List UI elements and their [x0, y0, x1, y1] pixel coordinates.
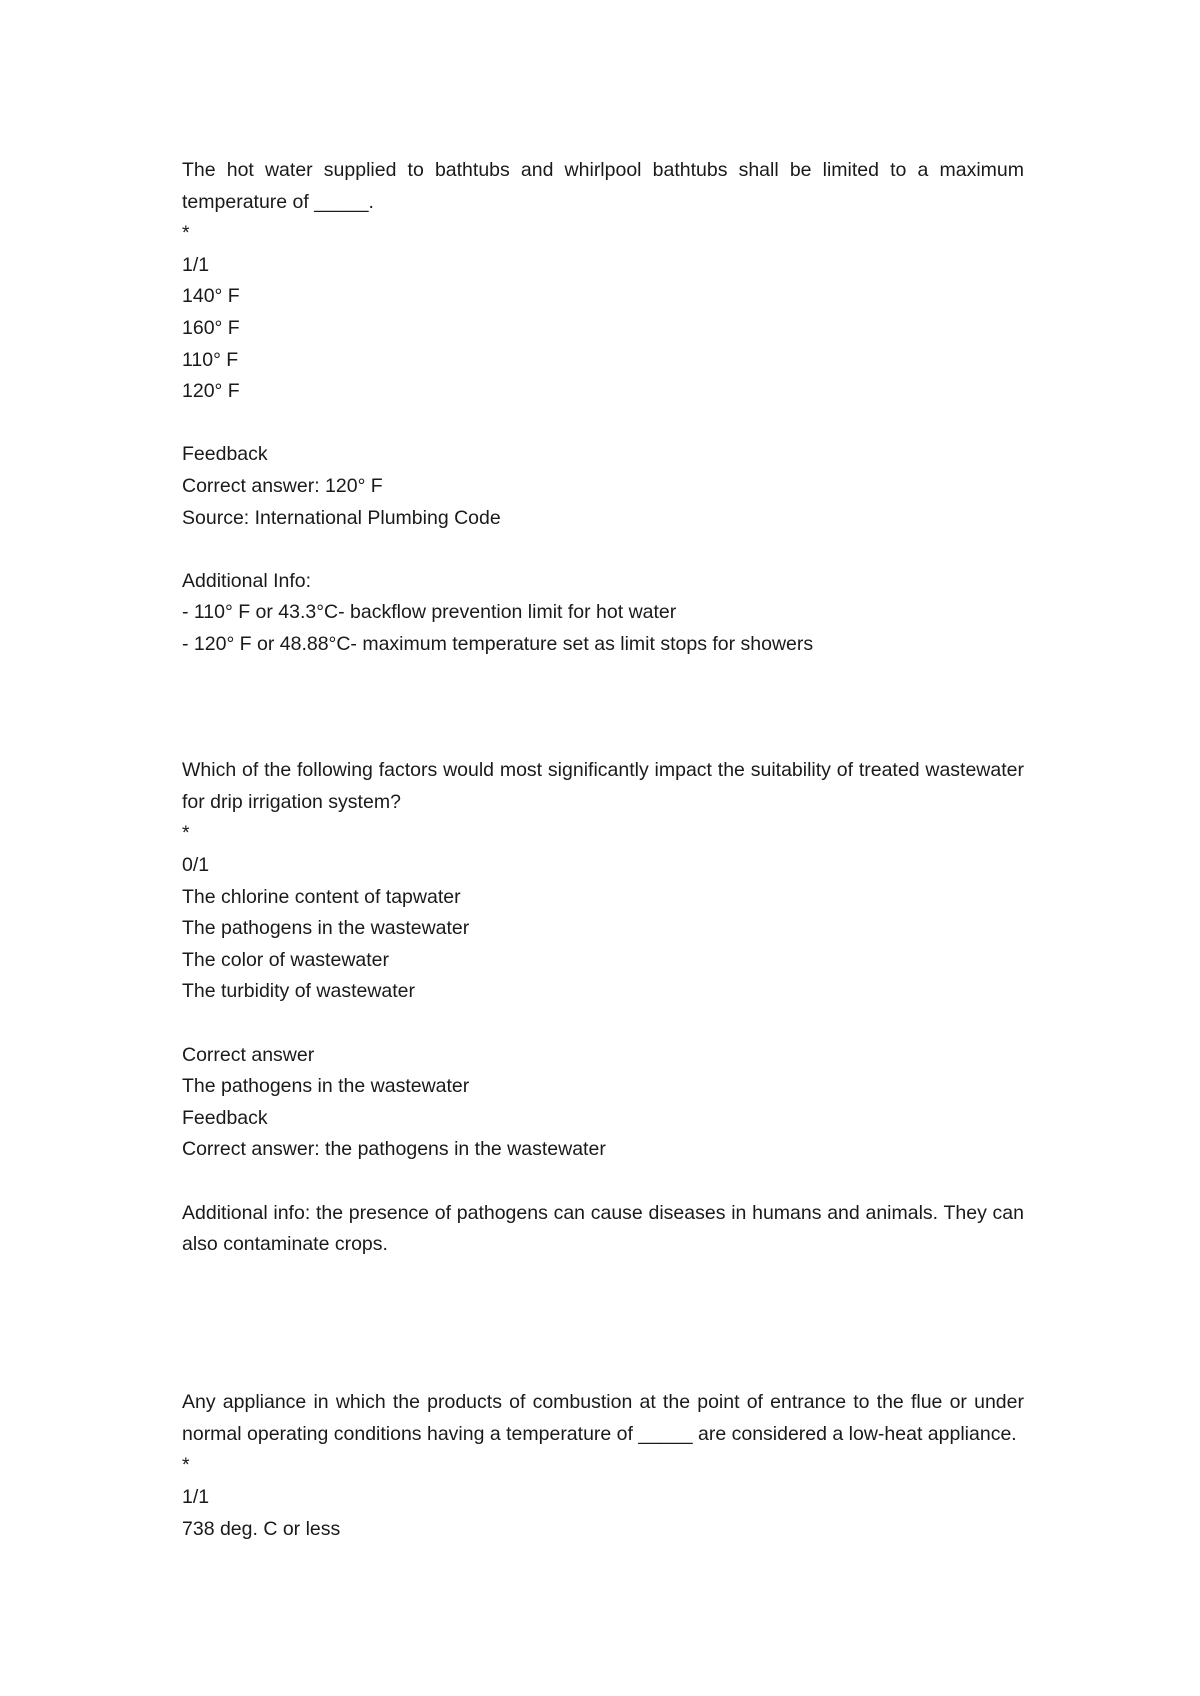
spacer [182, 408, 1024, 440]
question-score: 1/1 [182, 253, 210, 276]
additional-info-heading: Additional Info: [182, 569, 312, 592]
feedback-line: Correct answer: 120° F [182, 474, 383, 497]
document-page [182, 155, 1024, 1545]
required-marker: * [182, 822, 190, 845]
section-spacer [182, 1261, 1024, 1387]
required-marker: * [182, 1454, 190, 1477]
additional-info-line: - 110° F or 43.3°C- backflow prevention limit for hot water [182, 601, 677, 624]
additional-info-text: Additional info: the presence of pathogens can cause diseases in humans and animals. They can also contaminate crops. [182, 1201, 1024, 1256]
answer-option: The pathogens in the wastewater [182, 917, 470, 940]
spacer [182, 1008, 1024, 1040]
question-prompt: Which of the following factors would most significantly impact the suitability of treated wastewater for drip irrigation system? [182, 759, 1024, 813]
answer-option: The turbidity of wastewater [182, 980, 416, 1003]
answer-option: The color of wastewater [182, 948, 390, 971]
question-prompt: The hot water supplied to bathtubs and whirlpool bathtubs shall be limited to a maximum temperature of _____. [182, 159, 1024, 213]
question-score: 1/1 [182, 1485, 210, 1508]
feedback-line: Source: International Plumbing Code [182, 506, 501, 529]
spacer [182, 534, 1024, 566]
question-block-2 [182, 755, 1024, 1261]
feedback-heading: Feedback [182, 1106, 268, 1129]
feedback-heading: Feedback [182, 443, 268, 466]
answer-option: 110° F [182, 348, 239, 371]
question-block-3 [182, 1387, 1024, 1545]
spacer [182, 1166, 1024, 1198]
answer-option: The chlorine content of tapwater [182, 885, 461, 908]
answer-option: 738 deg. C or less [182, 1517, 341, 1540]
section-spacer [182, 661, 1024, 756]
question-block-1 [182, 155, 1024, 661]
answer-option: 120° F [182, 380, 240, 403]
additional-info-line: - 120° F or 48.88°C- maximum temperature set as limit stops for showers [182, 632, 814, 655]
correct-answer-value: The pathogens in the wastewater [182, 1075, 470, 1098]
feedback-line: Correct answer: the pathogens in the wastewater [182, 1138, 606, 1161]
correct-answer-heading: Correct answer [182, 1043, 315, 1066]
answer-option: 140° F [182, 285, 240, 308]
question-prompt: Any appliance in which the products of combustion at the point of entrance to the flue or under normal operating conditions having a temperature of _____ are considered a low-heat appliance. [182, 1391, 1024, 1445]
required-marker: * [182, 222, 190, 245]
question-score: 0/1 [182, 854, 210, 877]
answer-option: 160° F [182, 316, 240, 339]
